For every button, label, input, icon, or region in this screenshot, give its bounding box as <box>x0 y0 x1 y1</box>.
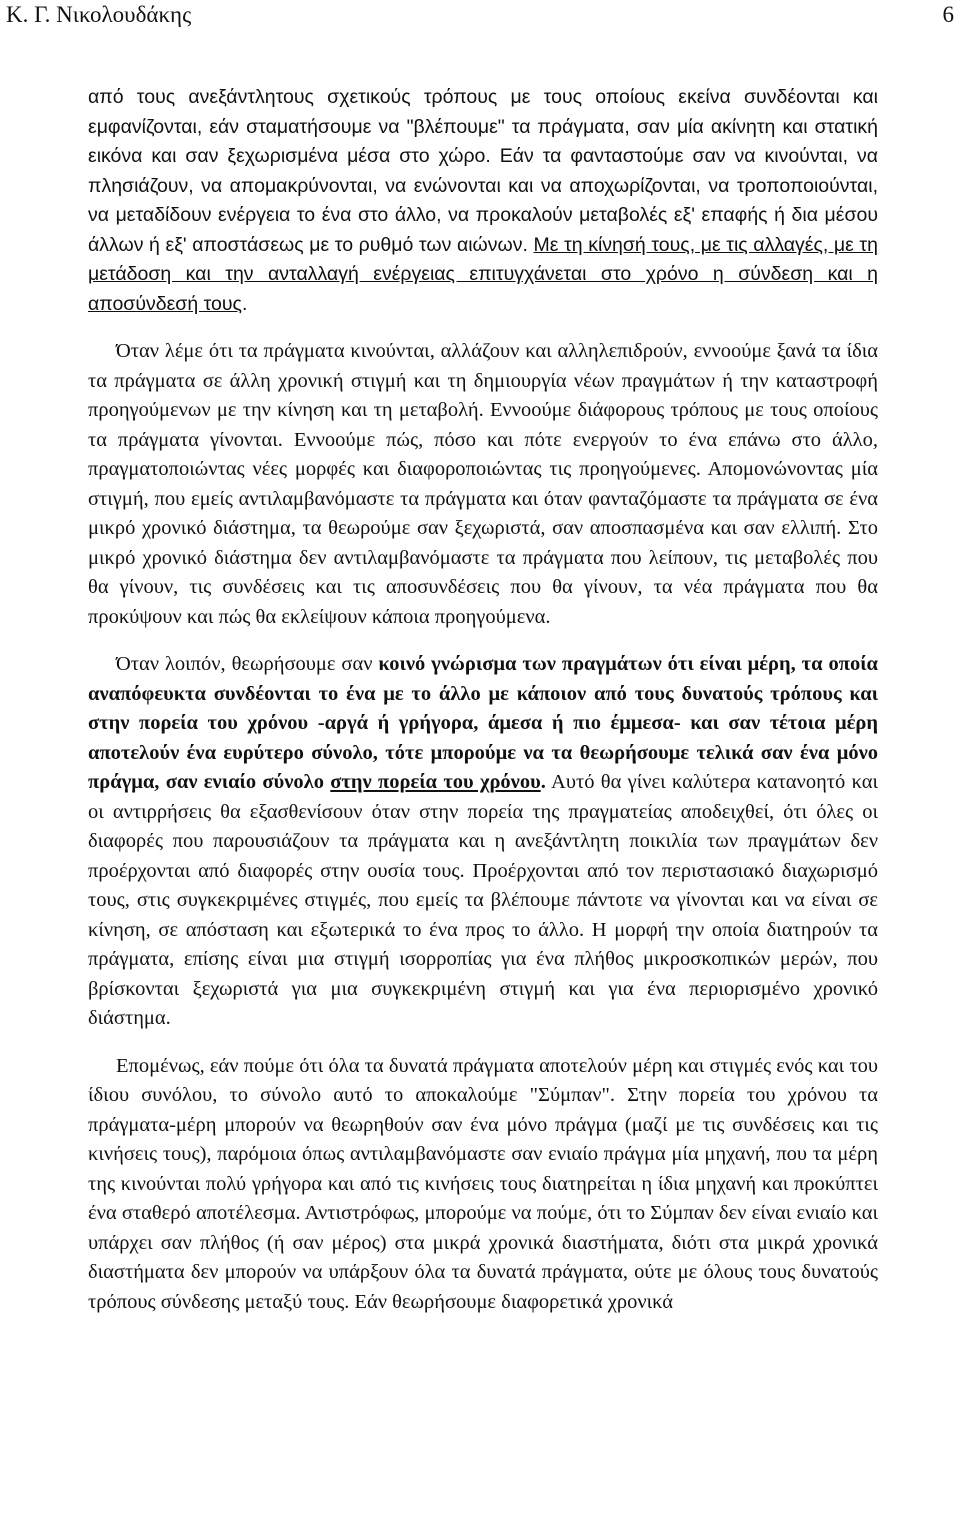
paragraph-3-bold-statement: κοινό γνώρισμα των πραγμάτων ότι είναι μέρη, τα οποία αναπόφευκτα συνδέονται το ένα με το άλλο με κάποιον από τους δυνατούς τρόπους και στην πορεία του χρόνου -αργά ή γρήγορα, άμεσα ή πιο έμμεσα- και σαν τέτοια μέρη αποτελούν ένα ευρύτερο σύνολο, τότε μπορούμε να τα θεωρήσουμε τελικά σαν ένα μόνο πράγμα, σαν ενιαίο σύνολο <box>88 653 878 793</box>
paragraph-3 <box>88 650 878 1034</box>
paragraph-4: Επομένως, εάν πούμε ότι όλα τα δυνατά πράγματα αποτελούν μέρη και στιγμές ενός και του ίδιου συνόλου, το σύνολο αυτό το αποκαλούμε "Σύμπαν". Στην πορεία του χρόνου τα πράγματα-μέρη μπορούν να θεωρηθούν σαν ένα μόνο πράγμα (μαζί με τις συνδέσεις και τις κινήσεις τους), παρόμοια όπως αντιλαμβανόμαστε σαν ενιαίο πράγμα μία μηχανή, που τα μέρη της κινούνται πολύ γρήγορα και από τις κινήσεις τους διατηρείται η ίδια μηχανή και προκύπτει ένα σταθερό αποτέλεσμα. Αντιστρόφως, μπορούμε να πούμε, ότι το Σύμπαν δεν είναι ενιαίο και υπάρχει σαν πλήθος (ή σαν μέρος) στα μικρά χρονικά διαστήματα, διότι στα μικρά χρονικά διαστήματα δεν μπορούν να υπάρξουν όλα τα δυνατά πράγματα, ούτε με όλους τους δυνατούς τρόπους σύνδεσης μεταξύ τους. Εάν θεωρήσουμε διαφορετικά χρονικά <box>88 1054 878 1313</box>
paragraph-1-underlined-sentence: Με τη κίνησή τους, με τις αλλαγές, με τη μετάδοση και την ανταλλαγή ενέργειας επιτυγχάνεται στο χρόνο η σύνδεση και η αποσύνδεσή τους <box>88 233 878 315</box>
paragraph-3-intro: Όταν λοιπόν, θεωρήσουμε σαν <box>116 653 379 675</box>
page-number: 6 <box>942 2 954 27</box>
paragraph-3-rest: Αυτό θα γίνει καλύτερα κατανοητό και οι αντιρρήσεις θα εξασθενίσουν όταν στην πορεία της πραγματείας αποδειχθεί, ότι όλες οι διαφορές που παρουσιάζουν τα πράγματα και η ανεξάντλητη ποικιλία των πραγμάτων δεν προέρχονται από διαφορές στην ουσία τους. Προέρχονται από τον περιστασιακό διαχωρισμό τους, στις συγκεκριμένες στιγμές, που εμείς τα βλέπουμε πάντοτε να γίνονται και να είναι σε κίνηση, σε απόσταση και εξωτερικά το ένα προς το άλλο. Η μορφή την οποία διατηρούν τα πράγματα, επίσης είναι μια στιγμή ισορροπίας για ένα πλήθος μικροσκοπικών μερών, που βρίσκονται ξεχωριστά για μια συγκεκριμένη στιγμή και για ένα περιορισμένο χρονικό διάστημα. <box>88 771 878 1029</box>
paragraph-1-end: . <box>241 292 248 315</box>
page-header <box>6 2 954 32</box>
paragraph-3-bold-period: . <box>540 771 546 793</box>
paragraph-1 <box>88 83 878 319</box>
paragraph-3-bold-underlined-phrase: στην πορεία του χρόνου <box>330 771 541 793</box>
paragraph-2: Όταν λέμε ότι τα πράγματα κινούνται, αλλάζουν και αλληλεπιδρούν, εννοούμε ξανά τα ίδια τα πράγματα σε άλλη χρονική στιγμή και τη δημιουργία νέων πραγμάτων ή την καταστροφή προηγούμενων με την κίνηση και τη μεταβολή. Εννοούμε διάφορους τρόπους με τους οποίους τα πράγματα γίνονται. Εννοούμε πώς, πόσο και πότε ενεργούν το ένα επάνω στο άλλο, πραγματοποιώντας νέες μορφές και διαφοροποιώντας τις προηγούμενες. Απομονώνοντας μία στιγμή, που εμείς αντιλαμβανόμαστε τα πράγματα και όταν φανταζόμαστε τα πράγματα σε ένα μικρό χρονικό διάστημα, τα θεωρούμε σαν ξεχωριστά, σαν αποσπασμένα και σαν ελλιπή. Στο μικρό χρονικό διάστημα δεν αντιλαμβανόμαστε τα πράγματα που λείπουν, τις μεταβολές που θα γίνουν, τις συνδέσεις και τις αποσυνδέσεις που θα γίνουν, τα νέα πράγματα που θα προκύψουν και πώς θα εκλείψουν κάποια προηγούμενα. <box>88 340 878 628</box>
header-author: Κ. Γ. Νικολουδάκης <box>6 2 192 27</box>
document-body <box>88 83 878 1317</box>
paragraph-1-text: από τους ανεξάντλητους σχετικούς τρόπους με τους οποίους εκείνα συνδέονται και εμφανίζονται, εάν σταματήσουμε να "βλέπουμε" τα πράγματα, σαν μία ακίνητη και στατική εικόνα και σαν ξεχωρισμένα μέσα στο χώρο. Εάν τα φανταστούμε σαν να κινούνται, να πλησιάζουν, να απομακρύνονται, να ενώνονται και να αποχωρίζονται, να τροποποιούνται, να μεταδίδουν ενέργεια το ένα στο άλλο, να προκαλούν μεταβολές εξ' επαφής ή δια μέσου άλλων ή εξ' αποστάσεως με το ρυθμό των αιώνων. <box>88 86 878 256</box>
